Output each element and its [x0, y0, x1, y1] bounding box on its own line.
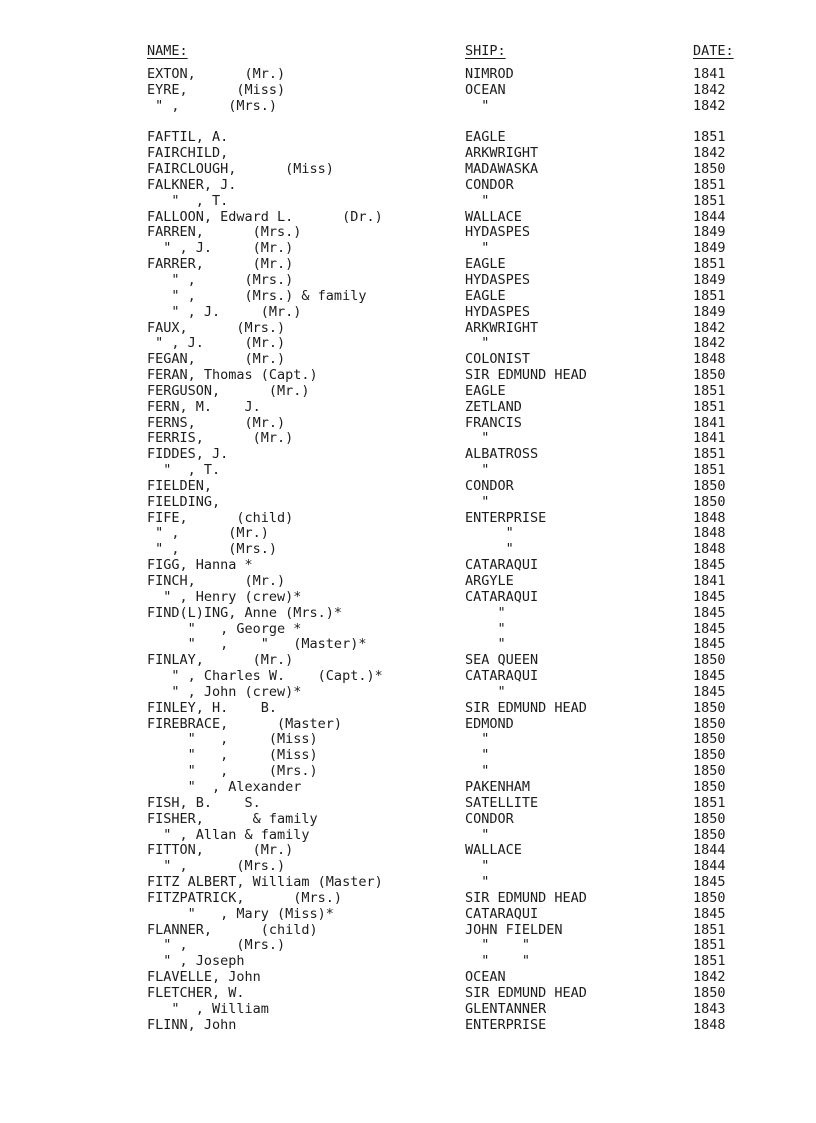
- passenger-row: [0, 558, 816, 574]
- ship-name: ": [465, 541, 514, 558]
- arrival-date: 1844: [693, 858, 726, 875]
- ship-name: CONDOR: [465, 477, 514, 494]
- passenger-name: FIDDES, J.: [147, 446, 229, 463]
- passenger-row: [0, 1018, 816, 1034]
- ship-name: ": [465, 763, 490, 780]
- ship-name: ": [465, 636, 506, 653]
- passenger-row: [0, 225, 816, 241]
- passenger-row: [0, 495, 816, 511]
- passenger-name: FLINN, John: [147, 1016, 237, 1033]
- ship-header: SHIP:: [465, 43, 506, 59]
- ship-name: HYDASPES: [465, 224, 531, 241]
- passenger-row: [0, 875, 816, 891]
- ship-name: ": [465, 874, 490, 891]
- passenger-row: [0, 463, 816, 479]
- arrival-date: 1845: [693, 604, 726, 621]
- ship-name: ": [465, 462, 490, 479]
- passenger-name: FERN, M. J.: [147, 398, 261, 415]
- passenger-row: [0, 67, 816, 83]
- arrival-date: 1848: [693, 509, 726, 526]
- arrival-date: 1844: [693, 208, 726, 225]
- passenger-row: [0, 83, 816, 99]
- name-header: NAME:: [147, 43, 188, 59]
- passenger-name: " , Mary (Miss)*: [147, 905, 334, 922]
- arrival-date: 1848: [693, 1016, 726, 1033]
- ship-name: EAGLE: [465, 129, 506, 146]
- passenger-row: [0, 336, 816, 352]
- arrival-date: 1850: [693, 477, 726, 494]
- passenger-row: [0, 732, 816, 748]
- arrival-date: 1850: [693, 747, 726, 764]
- ship-name: SIR EDMUND HEAD: [465, 984, 587, 1001]
- arrival-date: 1841: [693, 573, 726, 589]
- passenger-name: " , T.: [147, 462, 221, 479]
- passenger-name: FITZ ALBERT, William (Master): [147, 874, 383, 891]
- arrival-date: 1851: [693, 256, 726, 273]
- ship-name: CATARAQUI: [465, 557, 539, 574]
- passenger-name: " , (Mrs.): [147, 541, 278, 558]
- passenger-row: [0, 574, 816, 590]
- passenger-name: FALLOON, Edward L. (Dr.): [147, 208, 383, 225]
- arrival-date: 1851: [693, 953, 726, 970]
- passenger-name: FEGAN, (Mr.): [147, 351, 286, 368]
- arrival-date: 1842: [693, 335, 726, 352]
- passenger-row: [0, 606, 816, 622]
- arrival-date: 1841: [693, 430, 726, 447]
- passenger-name: " , William: [147, 1000, 269, 1017]
- passenger-row: [0, 479, 816, 495]
- passenger-row: [0, 305, 816, 321]
- passenger-row: [0, 257, 816, 273]
- arrival-date: 1850: [693, 715, 726, 732]
- ship-name: ": [465, 430, 490, 447]
- arrival-date: 1851: [693, 176, 726, 193]
- passenger-row: [0, 938, 816, 954]
- arrival-date: 1849: [693, 224, 726, 241]
- arrival-date: 1851: [693, 192, 726, 209]
- ship-name: EAGLE: [465, 287, 506, 304]
- passenger-row: [0, 717, 816, 733]
- passenger-name: " , Alexander: [147, 778, 302, 795]
- passenger-name: " , (Mrs.): [147, 763, 318, 780]
- passenger-row: [0, 115, 816, 131]
- ship-name: CONDOR: [465, 810, 514, 827]
- passenger-row: [0, 162, 816, 178]
- arrival-date: 1851: [693, 287, 726, 304]
- passenger-name: FERRIS, (Mr.): [147, 430, 294, 447]
- date-header: DATE:: [693, 43, 734, 59]
- ship-name: ": [465, 240, 490, 257]
- passenger-name: " , T.: [147, 192, 229, 209]
- passenger-name: " , Allan & family: [147, 826, 310, 843]
- passenger-row: [0, 447, 816, 463]
- passenger-name: FIELDEN,: [147, 477, 213, 494]
- passenger-name: FINCH, (Mr.): [147, 573, 286, 589]
- arrival-date: 1851: [693, 398, 726, 415]
- arrival-date: 1845: [693, 636, 726, 653]
- ship-name: ARKWRIGHT: [465, 319, 539, 336]
- ship-name: JOHN FIELDEN: [465, 921, 563, 938]
- passenger-name: FAFTIL, A.: [147, 129, 229, 146]
- ship-name: SEA QUEEN: [465, 652, 539, 669]
- ship-name: " ": [465, 937, 531, 954]
- arrival-date: 1850: [693, 367, 726, 384]
- arrival-date: 1848: [693, 525, 726, 542]
- passenger-row: [0, 542, 816, 558]
- ship-name: EDMOND: [465, 715, 514, 732]
- passenger-row: [0, 146, 816, 162]
- passenger-name: FAIRCHILD,: [147, 145, 229, 162]
- arrival-date: 1842: [693, 145, 726, 162]
- arrival-date: 1841: [693, 66, 726, 82]
- arrival-date: 1850: [693, 652, 726, 669]
- passenger-row: [0, 178, 816, 194]
- passenger-name: FINLEY, H. B.: [147, 699, 278, 716]
- passenger-name: " , (Miss): [147, 731, 318, 748]
- ship-name: HYDASPES: [465, 271, 531, 288]
- passenger-row: [0, 685, 816, 701]
- arrival-date: 1850: [693, 889, 726, 906]
- passenger-name: " , Henry (crew)*: [147, 588, 302, 605]
- passenger-name: FAUX, (Mrs.): [147, 319, 286, 336]
- arrival-date: 1849: [693, 271, 726, 288]
- arrival-date: 1850: [693, 810, 726, 827]
- ship-name: ARGYLE: [465, 573, 514, 589]
- ship-name: ZETLAND: [465, 398, 522, 415]
- ship-name: ": [465, 683, 506, 700]
- passenger-name: FIFE, (child): [147, 509, 294, 526]
- passenger-name: " , (Mr.): [147, 525, 269, 542]
- ship-name: GLENTANNER: [465, 1000, 547, 1017]
- passenger-row: [0, 764, 816, 780]
- passenger-name: FINLAY, (Mr.): [147, 652, 294, 669]
- passenger-row: [0, 970, 816, 986]
- passenger-name: FISHER, & family: [147, 810, 318, 827]
- arrival-date: 1843: [693, 1000, 726, 1017]
- passenger-name: FITTON, (Mr.): [147, 842, 294, 859]
- ship-name: ": [465, 826, 490, 843]
- arrival-date: 1848: [693, 541, 726, 558]
- passenger-row: [0, 780, 816, 796]
- arrival-date: 1845: [693, 588, 726, 605]
- ship-name: CATARAQUI: [465, 668, 539, 685]
- passenger-row: [0, 416, 816, 432]
- ship-name: ": [465, 97, 490, 114]
- passenger-name: " , " (Master)*: [147, 636, 367, 653]
- passenger-row: [0, 511, 816, 527]
- passenger-row: [0, 1002, 816, 1018]
- passenger-name: " , George *: [147, 620, 302, 637]
- passenger-name: FERNS, (Mr.): [147, 414, 286, 431]
- ship-name: FRANCIS: [465, 414, 522, 431]
- ship-name: ARKWRIGHT: [465, 145, 539, 162]
- ship-name: ": [465, 335, 490, 352]
- ship-name: ENTERPRISE: [465, 1016, 547, 1033]
- passenger-name: FISH, B. S.: [147, 794, 261, 811]
- ship-name: OCEAN: [465, 969, 506, 986]
- column-headers: [0, 43, 816, 61]
- arrival-date: 1851: [693, 921, 726, 938]
- ship-name: CONDOR: [465, 176, 514, 193]
- ship-name: ": [465, 525, 514, 542]
- passenger-name: " , (Mrs.): [147, 858, 286, 875]
- arrival-date: 1850: [693, 161, 726, 178]
- passenger-row: [0, 653, 816, 669]
- passenger-name: FERGUSON, (Mr.): [147, 382, 310, 399]
- arrival-date: 1845: [693, 874, 726, 891]
- passenger-name: " , (Mrs.) & family: [147, 287, 367, 304]
- arrival-date: 1845: [693, 620, 726, 637]
- arrival-date: 1842: [693, 969, 726, 986]
- arrival-date: 1851: [693, 129, 726, 146]
- ship-name: PAKENHAM: [465, 778, 531, 795]
- passenger-name: FITZPATRICK, (Mrs.): [147, 889, 343, 906]
- arrival-date: 1844: [693, 842, 726, 859]
- ship-name: COLONIST: [465, 351, 531, 368]
- arrival-date: 1850: [693, 826, 726, 843]
- ship-name: ": [465, 604, 506, 621]
- passenger-row: [0, 986, 816, 1002]
- passenger-name: " , J. (Mr.): [147, 303, 302, 320]
- passenger-name: " , (Mrs.): [147, 271, 294, 288]
- passenger-name: FIELDING,: [147, 493, 221, 510]
- passenger-name: FLETCHER, W.: [147, 984, 245, 1001]
- passenger-name: FIGG, Hanna *: [147, 557, 253, 574]
- ship-name: SATELLITE: [465, 794, 539, 811]
- arrival-date: 1850: [693, 984, 726, 1001]
- ship-name: EAGLE: [465, 382, 506, 399]
- arrival-date: 1850: [693, 699, 726, 716]
- passenger-row: [0, 526, 816, 542]
- passenger-name: FARRER, (Mr.): [147, 256, 294, 273]
- passenger-name: FAIRCLOUGH, (Miss): [147, 161, 334, 178]
- ship-name: ": [465, 731, 490, 748]
- ship-name: MADAWASKA: [465, 161, 539, 178]
- passenger-row: [0, 748, 816, 764]
- passenger-row: [0, 241, 816, 257]
- passenger-name: " , J. (Mr.): [147, 240, 294, 257]
- passenger-name: FIND(L)ING, Anne (Mrs.)*: [147, 604, 343, 621]
- passenger-name: EXTON, (Mr.): [147, 66, 286, 82]
- passenger-row: [0, 99, 816, 115]
- passenger-row: [0, 669, 816, 685]
- passenger-row: [0, 321, 816, 337]
- arrival-date: 1851: [693, 937, 726, 954]
- arrival-date: 1851: [693, 446, 726, 463]
- passenger-row: [0, 923, 816, 939]
- passenger-name: FARREN, (Mrs.): [147, 224, 302, 241]
- passenger-row: [0, 828, 816, 844]
- passenger-name: " , Joseph: [147, 953, 245, 970]
- passenger-row: [0, 273, 816, 289]
- passenger-row: [0, 289, 816, 305]
- passenger-name: FERAN, Thomas (Capt.): [147, 367, 318, 384]
- passenger-name: FALKNER, J.: [147, 176, 237, 193]
- arrival-date: 1850: [693, 493, 726, 510]
- ship-name: ": [465, 747, 490, 764]
- passenger-name: FLAVELLE, John: [147, 969, 261, 986]
- arrival-date: 1842: [693, 97, 726, 114]
- ship-name: CATARAQUI: [465, 905, 539, 922]
- passenger-row: [0, 701, 816, 717]
- passenger-row: [0, 796, 816, 812]
- ship-name: ": [465, 493, 490, 510]
- arrival-date: 1845: [693, 683, 726, 700]
- passenger-row: [0, 859, 816, 875]
- arrival-date: 1842: [693, 319, 726, 336]
- passenger-row: [0, 622, 816, 638]
- arrival-date: 1841: [693, 414, 726, 431]
- passenger-row: [0, 907, 816, 923]
- passenger-name: FLANNER, (child): [147, 921, 318, 938]
- arrival-date: 1845: [693, 557, 726, 574]
- arrival-date: 1849: [693, 240, 726, 257]
- ship-name: HYDASPES: [465, 303, 531, 320]
- passenger-row: [0, 400, 816, 416]
- arrival-date: 1851: [693, 382, 726, 399]
- arrival-date: 1845: [693, 668, 726, 685]
- ship-name: WALLACE: [465, 842, 522, 859]
- ship-name: ": [465, 620, 506, 637]
- passenger-name: " , (Miss): [147, 747, 318, 764]
- passenger-name: FIREBRACE, (Master): [147, 715, 343, 732]
- ship-name: SIR EDMUND HEAD: [465, 889, 587, 906]
- ship-name: " ": [465, 953, 531, 970]
- arrival-date: 1842: [693, 81, 726, 98]
- arrival-date: 1850: [693, 763, 726, 780]
- ship-name: CATARAQUI: [465, 588, 539, 605]
- arrival-date: 1851: [693, 794, 726, 811]
- ship-name: ": [465, 858, 490, 875]
- ship-name: OCEAN: [465, 81, 506, 98]
- passenger-row: [0, 130, 816, 146]
- passenger-row: [0, 210, 816, 226]
- passenger-rows: [0, 67, 816, 1033]
- ship-name: ": [465, 192, 490, 209]
- passenger-row: [0, 891, 816, 907]
- ship-name: ALBATROSS: [465, 446, 539, 463]
- ship-name: EAGLE: [465, 256, 506, 273]
- passenger-row: [0, 431, 816, 447]
- passenger-name: EYRE, (Miss): [147, 81, 286, 98]
- passenger-row: [0, 384, 816, 400]
- arrival-date: 1848: [693, 351, 726, 368]
- passenger-name: " , (Mrs.): [147, 97, 278, 114]
- passenger-row: [0, 590, 816, 606]
- passenger-row: [0, 843, 816, 859]
- arrival-date: 1850: [693, 778, 726, 795]
- ship-name: NIMROD: [465, 66, 514, 82]
- passenger-name: " , John (crew)*: [147, 683, 302, 700]
- ship-name: WALLACE: [465, 208, 522, 225]
- passenger-name: " , Charles W. (Capt.)*: [147, 668, 383, 685]
- passenger-name: " , J. (Mr.): [147, 335, 286, 352]
- arrival-date: 1851: [693, 462, 726, 479]
- passenger-row: [0, 194, 816, 210]
- passenger-row: [0, 368, 816, 384]
- ship-name: SIR EDMUND HEAD: [465, 367, 587, 384]
- ship-name: ENTERPRISE: [465, 509, 547, 526]
- arrival-date: 1845: [693, 905, 726, 922]
- arrival-date: 1850: [693, 731, 726, 748]
- passenger-name: " , (Mrs.): [147, 937, 286, 954]
- arrival-date: 1849: [693, 303, 726, 320]
- passenger-row: [0, 352, 816, 368]
- passenger-row: [0, 812, 816, 828]
- passenger-row: [0, 637, 816, 653]
- ship-name: SIR EDMUND HEAD: [465, 699, 587, 716]
- passenger-row: [0, 954, 816, 970]
